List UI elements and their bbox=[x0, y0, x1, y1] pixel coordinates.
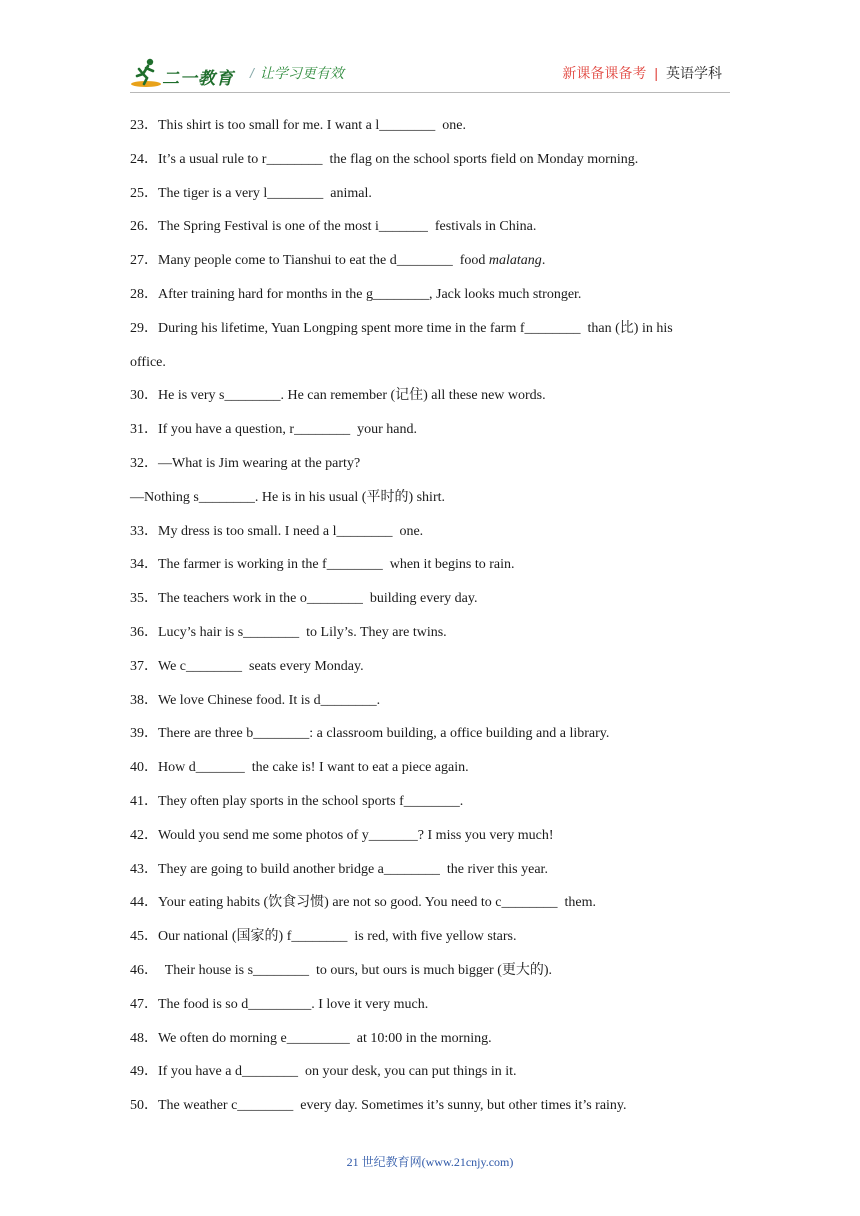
runner-icon bbox=[130, 56, 164, 90]
header-subject bbox=[562, 63, 722, 83]
question-30: 30．He is very s________. He can remember (记住) all these new words. bbox=[130, 388, 546, 404]
slogan-text: 让学习更有效 bbox=[259, 65, 344, 81]
question-47: 47．The food is so d_________. I love it very much. bbox=[130, 996, 429, 1012]
logo-text: 二一教育 bbox=[162, 69, 234, 88]
page-footer: 21 世纪教育网(www.21cnjy.com) bbox=[346, 1155, 514, 1169]
question-46: 46． Their house is s________ to ours, but ours is much bigger (更大的). bbox=[130, 962, 553, 978]
question-40: 40．How d_______ the cake is! I want to eat a piece again. bbox=[130, 760, 469, 776]
question-43: 43．They are going to build another bridge a________ the river this year. bbox=[130, 861, 548, 877]
question-31: 31．If you have a question, r________ your hand. bbox=[130, 422, 417, 438]
exercise-list bbox=[130, 109, 730, 1123]
slogan bbox=[250, 63, 344, 83]
question-27-italic: malatang bbox=[488, 253, 542, 269]
logo bbox=[130, 56, 242, 90]
question-29-cont: office. bbox=[130, 354, 166, 370]
question-34: 34．The farmer is working in the f________ when it begins to rain. bbox=[130, 557, 515, 573]
question-50: 50．The weather c________ every day. Sometimes it’s sunny, but other times it’s rainy. bbox=[130, 1098, 627, 1114]
question-38: 38．We love Chinese food. It is d________. bbox=[130, 692, 381, 708]
question-29: 29．During his lifetime, Yuan Longping spent more time in the farm f________ than (比) in his bbox=[130, 320, 673, 336]
question-42: 42．Would you send me some photos of y_______? I miss you very much! bbox=[130, 827, 554, 843]
question-39: 39．There are three b________: a classroom building, a office building and a library. bbox=[130, 726, 610, 742]
question-37: 37．We c________ seats every Monday. bbox=[130, 658, 364, 674]
question-32-answer: —Nothing s________. He is in his usual (平时的) shirt. bbox=[130, 489, 445, 505]
header-subject-name: 英语学科 bbox=[666, 65, 722, 81]
question-24: 24．It’s a usual rule to r________ the flag on the school sports field on Monday morning. bbox=[130, 151, 639, 167]
header-separator: | bbox=[654, 65, 658, 81]
question-36: 36．Lucy’s hair is s________ to Lily’s. They are twins. bbox=[130, 624, 447, 640]
slogan-slash: / bbox=[250, 65, 254, 81]
question-33: 33．My dress is too small. I need a l________ one. bbox=[130, 523, 424, 539]
header-divider bbox=[130, 92, 730, 93]
page-header bbox=[130, 52, 730, 92]
question-32: 32．—What is Jim wearing at the party? bbox=[130, 455, 361, 471]
question-28: 28．After training hard for months in the g________, Jack looks much stronger. bbox=[130, 286, 582, 302]
question-45: 45．Our national (国家的) f________ is red, with five yellow stars. bbox=[130, 929, 517, 945]
question-23: 23．This shirt is too small for me. I want a l________ one. bbox=[130, 118, 466, 133]
header-course: 新课备课备考 bbox=[562, 65, 647, 81]
question-35: 35．The teachers work in the o________ building every day. bbox=[130, 591, 478, 607]
question-48: 48．We often do morning e_________ at 10:00 in the morning. bbox=[130, 1030, 492, 1046]
question-25: 25．The tiger is a very l________ animal. bbox=[130, 185, 372, 201]
question-49: 49．If you have a d________ on your desk, you can put things in it. bbox=[130, 1064, 517, 1080]
question-44: 44．Your eating habits (饮食习惯) are not so good. You need to c________ them. bbox=[130, 895, 596, 911]
question-41: 41．They often play sports in the school sports f________. bbox=[130, 793, 464, 809]
question-27-end: . bbox=[541, 253, 546, 269]
question-27 bbox=[130, 244, 730, 278]
question-26: 26．The Spring Festival is one of the most i_______ festivals in China. bbox=[130, 219, 537, 235]
question-27-text: 27．Many people come to Tianshui to eat the d________ food bbox=[130, 253, 489, 269]
